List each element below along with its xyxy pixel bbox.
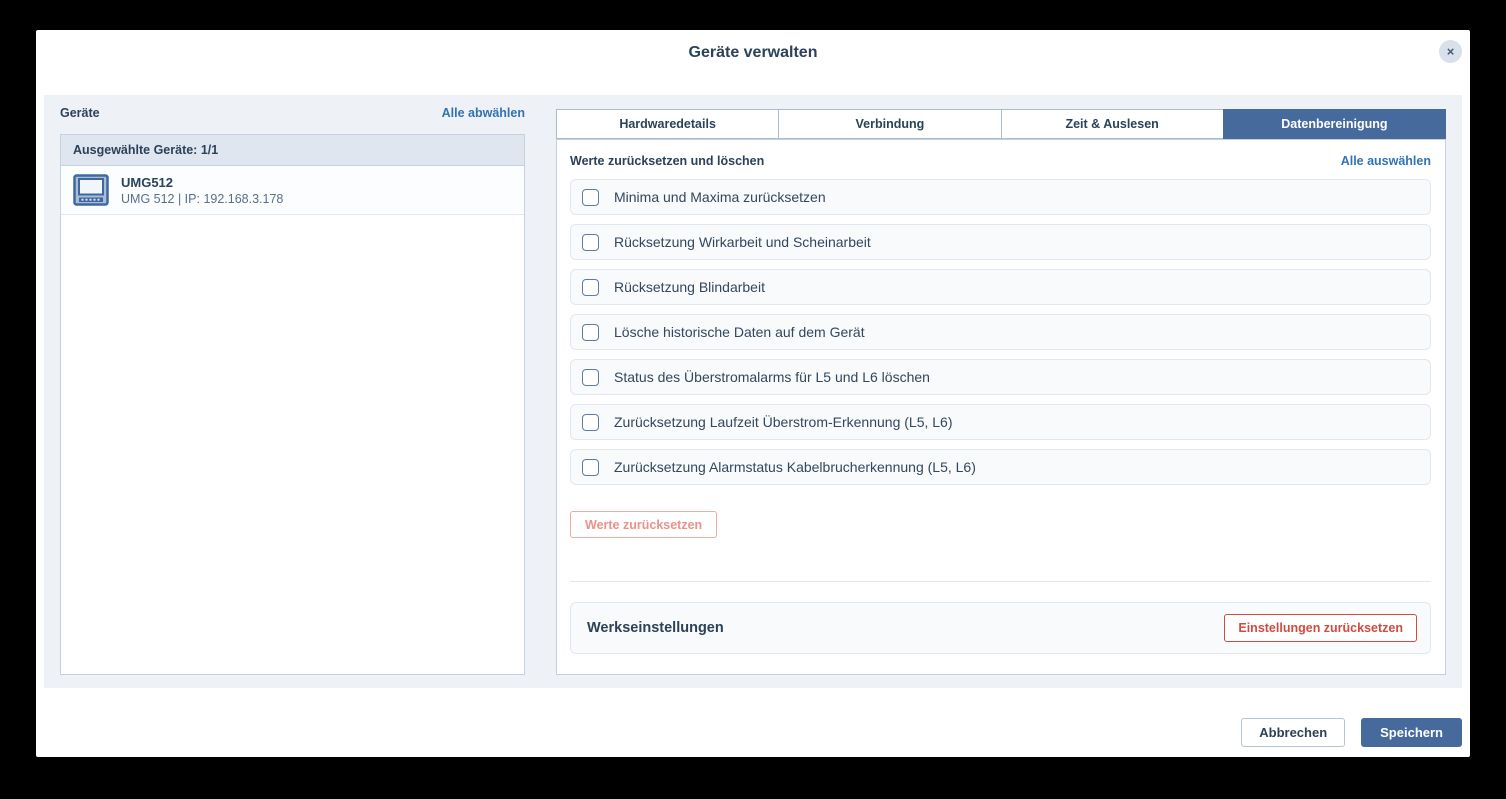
checkbox[interactable] bbox=[582, 234, 599, 251]
content-area bbox=[44, 95, 1462, 688]
section-divider bbox=[570, 581, 1431, 582]
device-list bbox=[60, 134, 525, 675]
cleanup-option-label: Status des Überstromalarms für L5 und L6 löschen bbox=[614, 369, 930, 385]
cleanup-option-row[interactable] bbox=[570, 269, 1431, 305]
device-name: UMG512 bbox=[121, 174, 174, 190]
cleanup-option-row[interactable] bbox=[570, 314, 1431, 350]
checkbox[interactable] bbox=[582, 324, 599, 341]
datenbereinigung-tab-panel bbox=[556, 139, 1446, 675]
tab-bar bbox=[556, 109, 1446, 139]
cleanup-option-row[interactable] bbox=[570, 404, 1431, 440]
cleanup-option-label: Zurücksetzung Laufzeit Überstrom-Erkennung (L5, L6) bbox=[614, 414, 953, 430]
cleanup-option-row[interactable] bbox=[570, 179, 1431, 215]
tab-verbindung[interactable] bbox=[778, 109, 1001, 139]
factory-settings-title: Werkseinstellungen bbox=[587, 620, 724, 636]
device-info bbox=[121, 175, 283, 206]
page-title: Geräte verwalten bbox=[688, 44, 818, 61]
cleanup-option-row[interactable] bbox=[570, 224, 1431, 260]
cleanup-option-label: Rücksetzung Wirkarbeit und Scheinarbeit bbox=[614, 234, 871, 250]
cleanup-option-label: Lösche historische Daten auf dem Gerät bbox=[614, 324, 865, 340]
checkbox[interactable] bbox=[582, 459, 599, 476]
cleanup-option-label: Zurücksetzung Alarmstatus Kabelbrucherkennung (L5, L6) bbox=[614, 459, 976, 475]
power-analyzer-device-icon bbox=[73, 174, 109, 206]
checkbox[interactable] bbox=[582, 369, 599, 386]
checkbox[interactable] bbox=[582, 279, 599, 296]
cleanup-option-label: Rücksetzung Blindarbeit bbox=[614, 279, 765, 295]
tab-label: Verbindung bbox=[855, 117, 925, 131]
reset-values-button[interactable]: Werte zurücksetzen bbox=[570, 511, 717, 538]
tab-label: Zeit & Auslesen bbox=[1065, 117, 1159, 131]
device-list-item[interactable] bbox=[61, 166, 524, 215]
cancel-button[interactable]: Abbrechen bbox=[1241, 718, 1345, 747]
close-icon: × bbox=[1446, 44, 1455, 59]
devices-panel-header bbox=[60, 106, 525, 120]
select-all-link[interactable]: Alle auswählen bbox=[1340, 153, 1431, 168]
checkbox[interactable] bbox=[582, 189, 599, 206]
deselect-all-link[interactable]: Alle abwählen bbox=[441, 106, 525, 120]
tab-label: Hardwaredetails bbox=[619, 117, 716, 131]
cleanup-section-header bbox=[570, 152, 1431, 169]
factory-settings-section bbox=[570, 602, 1431, 654]
cleanup-option-row[interactable] bbox=[570, 449, 1431, 485]
close-button[interactable] bbox=[1439, 40, 1462, 63]
tab-label: Datenbereinigung bbox=[1281, 117, 1388, 131]
devices-label: Geräte bbox=[60, 106, 100, 120]
selected-devices-header: Ausgewählte Geräte: 1/1 bbox=[61, 135, 524, 166]
cleanup-options bbox=[557, 179, 1445, 485]
checkbox[interactable] bbox=[582, 414, 599, 431]
tab-datenbereinigung[interactable] bbox=[1223, 109, 1446, 139]
cleanup-section-title: Werte zurücksetzen und löschen bbox=[570, 153, 765, 168]
cleanup-option-label: Minima und Maxima zurücksetzen bbox=[614, 189, 826, 205]
factory-reset-button[interactable]: Einstellungen zurücksetzen bbox=[1224, 614, 1417, 642]
dialog-footer bbox=[1241, 718, 1462, 747]
save-button[interactable]: Speichern bbox=[1361, 718, 1462, 747]
tab-hardwaredetails[interactable] bbox=[556, 109, 779, 139]
tab-zeit-auslesen[interactable] bbox=[1001, 109, 1224, 139]
manage-devices-dialog bbox=[36, 30, 1470, 757]
cleanup-option-row[interactable] bbox=[570, 359, 1431, 395]
device-details: UMG 512 | IP: 192.168.3.178 bbox=[121, 191, 284, 206]
